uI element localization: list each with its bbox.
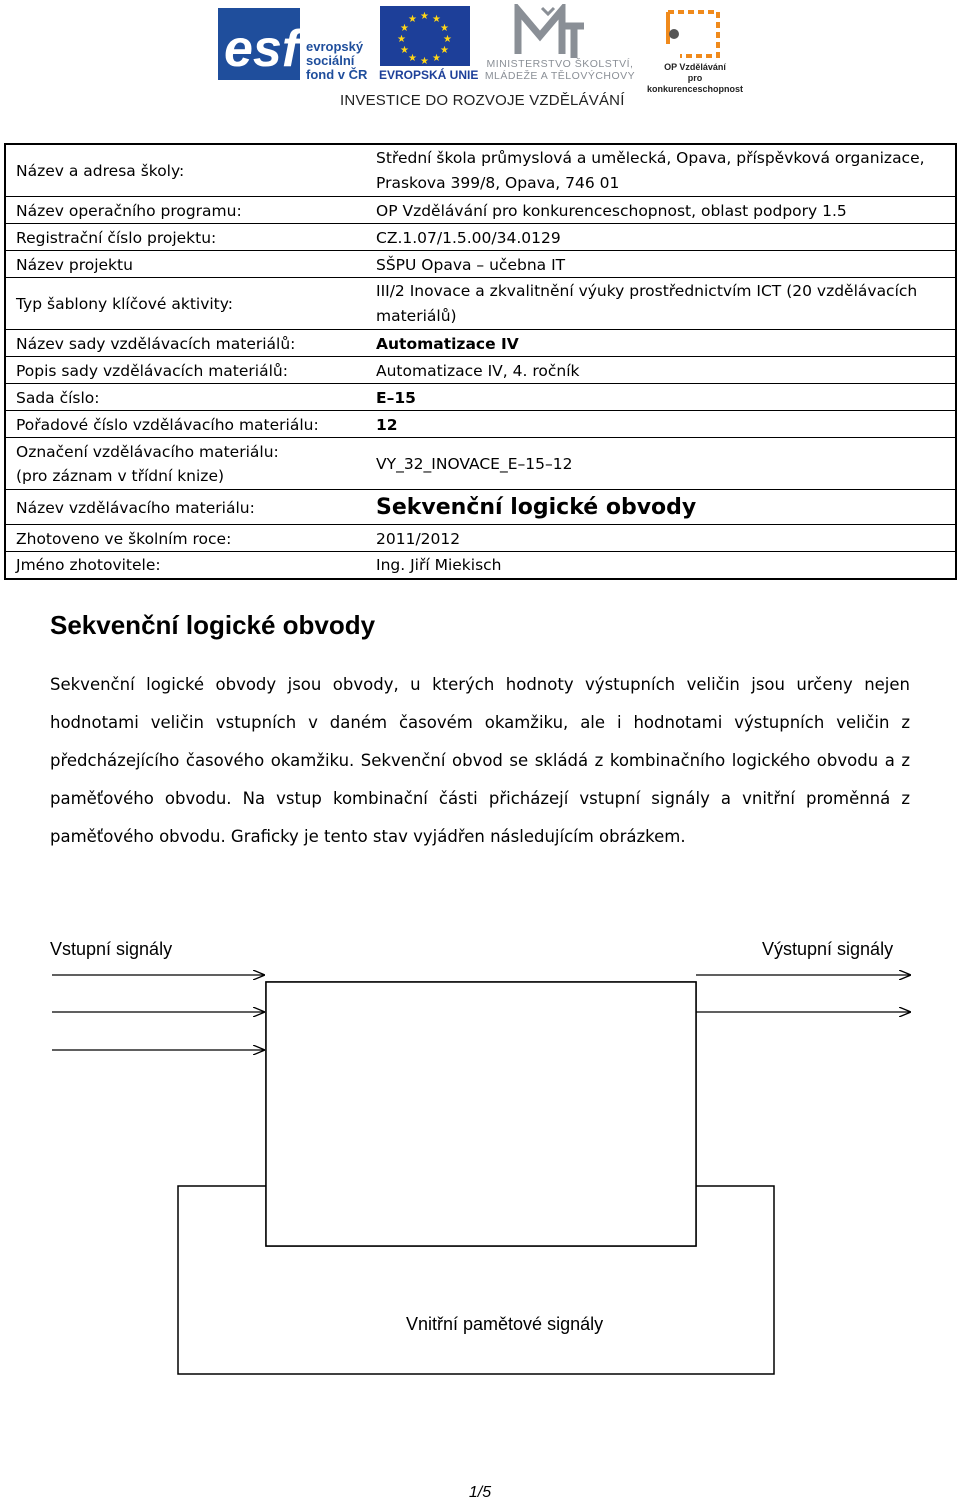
msmt-logo-line1: MINISTERSTVO ŠKOLSTVÍ, — [486, 58, 634, 70]
row-label: Pořadové číslo vzdělávacího materiálu: — [16, 415, 319, 434]
section-heading: Sekvenční logické obvody — [50, 610, 376, 640]
op-logo-line1: OP Vzdělávání — [664, 62, 726, 72]
row-value: Střední škola průmyslová a umělecká, Opava, příspěvková organizace, Praskova 399/8, Opava, 746 01 — [376, 149, 925, 192]
row-value: SŠPU Opava – učebna IT — [376, 255, 566, 274]
table-row — [6, 384, 955, 411]
row-value: Ing. Jiří Miekisch — [376, 556, 502, 574]
row-label: Jméno zhotovitele: — [16, 556, 161, 574]
msmt-logo-line2: MLÁDEŽE A TĚLOVÝCHOVY — [484, 70, 636, 82]
row-value: 2011/2012 — [376, 529, 461, 548]
table-row — [6, 251, 955, 278]
row-label: Registrační číslo projektu: — [16, 228, 217, 247]
table-row — [6, 197, 955, 224]
row-value: OP Vzdělávání pro konkurenceschopnost, oblast podpory 1.5 — [376, 201, 847, 220]
row-label: Název a adresa školy: — [16, 162, 185, 180]
row-value: 12 — [376, 415, 398, 434]
row-label: Typ šablony klíčové aktivity: — [16, 295, 234, 313]
row-label: Sada číslo: — [16, 388, 100, 407]
msmt-logo-icon — [512, 4, 602, 62]
row-label: Označení vzdělávacího materiálu: (pro záznam v třídní knize) — [16, 443, 279, 485]
row-label: Název sady vzdělávacích materiálů: — [16, 334, 296, 353]
invest-tagline: INVESTICE DO ROZVOJE VZDĚLÁVÁNÍ — [340, 92, 625, 109]
table-row — [6, 490, 955, 525]
table-row — [6, 552, 955, 578]
row-value: VY_32_INOVACE_E–15–12 — [376, 455, 573, 473]
page-number: 1/5 — [468, 1484, 492, 1501]
row-label: Zhotoveno ve školním roce: — [16, 529, 232, 548]
op-logo-line2: pro konkurenceschopnost — [646, 73, 744, 94]
table-row — [6, 525, 955, 552]
esf-logo-line3: fond v ČR — [306, 67, 368, 82]
output-signals-label: Výstupní signály — [762, 939, 894, 959]
esf-logo-line1: evropský — [306, 39, 364, 54]
row-value: Automatizace IV, 4. ročník — [376, 361, 580, 380]
row-label: Název operačního programu: — [16, 201, 242, 220]
row-value: Sekvenční logické obvody — [376, 495, 697, 520]
info-table — [4, 143, 957, 580]
row-label: Popis sady vzdělávacích materiálů: — [16, 361, 288, 380]
sequential-circuit-diagram — [0, 930, 960, 1400]
table-row — [6, 330, 955, 357]
logo-banner — [0, 0, 960, 120]
row-label: Název projektu — [16, 255, 133, 274]
row-value: Automatizace IV — [376, 334, 519, 353]
op-logo-icon — [660, 4, 726, 62]
esf-logo-mark — [218, 8, 300, 80]
feedback-label: Vnitřní pamětové signály — [406, 1314, 604, 1334]
body-paragraph: Sekvenční logické obvody jsou obvody, u kterých hodnoty výstupních veličin jsou určeny nejen hodnotami veličin vstupních v daném časovém okamžiku, ale i hodnotami výstupních veličin z předcházejícího časového okamžiku. Sekvenční obvod se skládá z kombinačního logického obvodu a z paměťového obvodu. Na vstup kombinační části přicházejí vstupní signály a vnitřní proměnná z paměťového obvodu. Graficky je tento stav vyjádřen následujícím obrázkem. — [50, 675, 910, 846]
row-value: CZ.1.07/1.5.00/34.0129 — [376, 228, 561, 247]
table-row — [6, 145, 955, 197]
row-label: Název vzdělávacího materiálu: — [16, 498, 255, 517]
table-row — [6, 278, 955, 330]
table-row — [6, 438, 955, 490]
input-signals-label: Vstupní signály — [50, 939, 173, 959]
row-value: E–15 — [376, 388, 416, 407]
table-row — [6, 411, 955, 438]
esf-logo-line2: sociální — [306, 53, 355, 68]
svg-text:esf: esf — [224, 20, 300, 78]
table-row — [6, 357, 955, 384]
row-value: III/2 Inovace a zkvalitnění výuky prostřednictvím ICT (20 vzdělávacích materiálů) — [376, 282, 918, 325]
eu-logo-text: EVROPSKÁ UNIE — [379, 68, 479, 82]
eu-flag-icon: ★ ★ ★ ★ ★ ★ ★ ★ ★ ★ ★ ★ — [380, 6, 470, 66]
table-row — [6, 224, 955, 251]
